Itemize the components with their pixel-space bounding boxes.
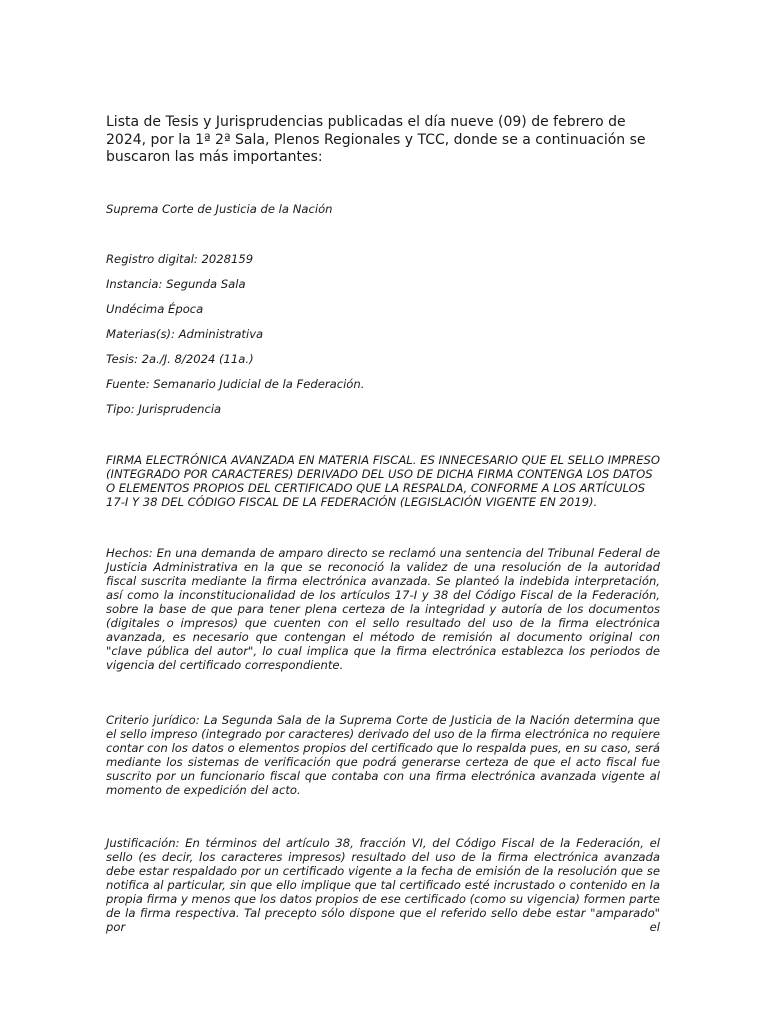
hechos-paragraph: Hechos: En una demanda de amparo directo se reclamó una sentencia del Tribunal Federal de Justicia Administrativa en la que se reconoció la validez de una resolución de la autoridad fiscal suscrita mediante la firma electrónica avanzada. Se planteó la indebida interpretación, así como la inconstitucionalidad de los artículos 17-I y 38 del Código Fiscal de la Federación, sobre la base de que para tener plena certeza de la integridad y autoría de los documentos (digitales o impresos) que cuenten con el sello resultado del uso de la firma electrónica avanzada, es necesario que contengan el método de remisión al documento original con "clave pública del autor", lo cual implica que la firma electrónica establezca los periodos de vigencia del certificado correspondiente. — [106, 546, 660, 672]
registro-digital: Registro digital: 2028159 — [106, 252, 254, 266]
instancia: Instancia: Segunda Sala — [106, 277, 246, 291]
criterio-paragraph: Criterio jurídico: La Segunda Sala de la Suprema Corte de Justicia de la Nación determina que el sello impreso (integrado por caracteres) derivado del uso de la firma electrónica no requiere contar con los datos o elementos propios del certificado que lo respalda pues, en su caso, será mediante los sistemas de verificación que podrá generarse certeza de que el acto fiscal fue suscrito por un funcionario fiscal que contaba con una firma electrónica avanzada vigente al momento de expedición del acto. — [106, 713, 660, 797]
rubro-heading: FIRMA ELECTRÓNICA AVANZADA EN MATERIA FISCAL. ES INNECESARIO QUE EL SELLO IMPRESO (INTEGRADO POR CARACTERES) DERIVADO DEL USO DE DICHA FIRMA CONTENGA LOS DATOS O ELEMENTOS PROPIOS DEL CERTIFICADO QUE LA RESPALDA, CONFORME A LOS ARTÍCULOS 17-I Y 38 DEL CÓDIGO FISCAL DE LA FEDERACIÓN (LEGISLACIÓN VIGENTE EN 2019). — [106, 453, 661, 509]
intro-paragraph: Lista de Tesis y Jurisprudencias publicadas el día nueve (09) de febrero de 2024, por la 1ª 2ª Sala, Plenos Regionales y TCC, donde se a continuación se buscaron las más importantes: — [106, 114, 646, 165]
document-page — [106, 0, 660, 1024]
justificacion-paragraph: Justificación: En términos del artículo 38, fracción VI, del Código Fiscal de la Federación, el sello (es decir, los caracteres impresos) resultado del uso de la firma electrónica avanzada debe estar respaldado por un certificado vigente a la fecha de emisión de la resolución que se notifica al particular, sin que ello implique que tal certificado esté incrustado o contenido en la propia firma y menos que los datos propios de ese certificado (como su vigencia) formen parte de la firma respectiva. Tal precepto sólo dispone que el referido sello debe estar "amparado" por el — [106, 836, 660, 934]
tipo: Tipo: Jurisprudencia — [106, 402, 222, 416]
court-name: Suprema Corte de Justicia de la Nación — [106, 202, 333, 216]
materias: Materias(s): Administrativa — [106, 327, 264, 341]
tesis-number: Tesis: 2a./J. 8/2024 (11a.) — [106, 352, 254, 366]
fuente: Fuente: Semanario Judicial de la Federación. — [106, 377, 365, 391]
epoca: Undécima Época — [106, 302, 204, 316]
